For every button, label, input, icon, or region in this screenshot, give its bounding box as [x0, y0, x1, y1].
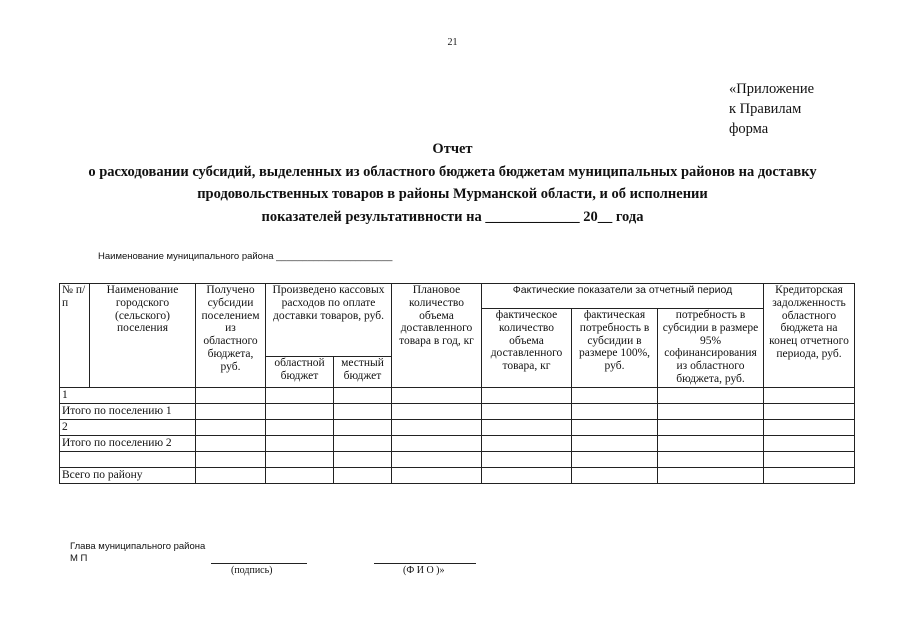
table-cell — [266, 468, 334, 484]
table-cell — [392, 452, 482, 468]
table-row — [60, 404, 855, 420]
row-label: Итого по поселению 2 — [60, 436, 196, 452]
table-cell — [572, 468, 658, 484]
header-settlement: Наименование городского (сельского) поселения — [90, 284, 196, 388]
page-number: 21 — [447, 37, 458, 48]
appendix-line-1: «Приложение — [729, 81, 815, 97]
table-cell — [266, 420, 334, 436]
table-cell — [572, 452, 658, 468]
header-spent-regional: областной бюджет — [266, 357, 334, 388]
table-cell — [334, 388, 392, 404]
title-line-3: продовольственных товаров в районы Мурманской области, и об исполнении — [197, 186, 708, 202]
header-received: Получено субсидии поселением из областного бюджета, руб. — [196, 284, 266, 388]
table-cell — [572, 420, 658, 436]
table-cell — [482, 452, 572, 468]
table-cell — [334, 404, 392, 420]
table-cell — [392, 420, 482, 436]
report-table — [59, 283, 855, 484]
table-row — [60, 388, 855, 404]
header-spent: Произведено кассовых расходов по оплате доставки товаров, руб. — [266, 284, 392, 357]
table-cell — [196, 388, 266, 404]
row-label: 1 — [60, 388, 196, 404]
row-label: Всего по району — [60, 468, 196, 484]
table-cell — [196, 420, 266, 436]
table-cell — [196, 468, 266, 484]
table-cell — [572, 404, 658, 420]
table-cell — [266, 404, 334, 420]
table-cell — [764, 404, 855, 420]
seal-label: М П — [70, 553, 88, 564]
table-cell — [392, 436, 482, 452]
district-head-label: Глава муниципального района — [70, 541, 206, 552]
table-cell — [482, 436, 572, 452]
title-line-4: показателей результативности на _____________ 20__ года — [261, 208, 644, 225]
table-cell — [658, 468, 764, 484]
table-cell — [266, 452, 334, 468]
header-actual-quantity: фактическое количество объема доставленного товара, кг — [482, 309, 572, 388]
table-cell — [764, 388, 855, 404]
table-cell — [658, 452, 764, 468]
report-title — [0, 138, 905, 228]
title-line-2: о расходовании субсидий, выделенных из областного бюджета бюджетам муниципальных районов на доставку — [88, 163, 817, 180]
table-cell — [196, 404, 266, 420]
table-cell — [658, 436, 764, 452]
table-cell — [196, 436, 266, 452]
header-actual-group: Фактические показатели за отчетный период — [482, 284, 764, 309]
header-planned: Плановое количество объема доставленного товара в год, кг — [392, 284, 482, 388]
fio-caption: (Ф И О )» — [403, 565, 445, 576]
header-need-95: потребность в субсидии в размере 95% софинансирования из областного бюджета, руб. — [658, 309, 764, 388]
table-row — [60, 420, 855, 436]
table-cell — [334, 420, 392, 436]
table-cell — [334, 452, 392, 468]
table-cell — [334, 436, 392, 452]
fio-line — [374, 563, 476, 564]
table-cell — [764, 420, 855, 436]
table-cell — [658, 420, 764, 436]
table-cell — [764, 436, 855, 452]
table-cell — [482, 468, 572, 484]
table-cell — [266, 388, 334, 404]
table-cell — [482, 388, 572, 404]
table-cell — [482, 420, 572, 436]
appendix-note — [729, 79, 814, 139]
district-name-label: Наименование муниципального района ______________________ — [98, 251, 393, 262]
signature-caption: (подпись) — [231, 565, 273, 576]
appendix-line-3: форма — [729, 121, 769, 137]
row-label: 2 — [60, 420, 196, 436]
table-cell — [658, 404, 764, 420]
table-cell — [658, 388, 764, 404]
header-number: № п/п — [60, 284, 90, 388]
header-actual-need: фактическая потребность в субсидии в размере 100%, руб. — [572, 309, 658, 388]
table-cell — [392, 468, 482, 484]
row-label: Итого по поселению 1 — [60, 404, 196, 420]
table-cell — [392, 388, 482, 404]
table-cell — [392, 404, 482, 420]
table-cell — [572, 388, 658, 404]
row-label — [60, 452, 196, 468]
table-cell — [764, 468, 855, 484]
title-line-1: Отчет — [432, 141, 473, 157]
table-cell — [482, 404, 572, 420]
table-row — [60, 468, 855, 484]
table-cell — [266, 436, 334, 452]
table-cell — [764, 452, 855, 468]
signature-line — [211, 563, 307, 564]
table-cell — [196, 452, 266, 468]
table-row — [60, 452, 855, 468]
header-spent-local: местный бюджет — [334, 357, 392, 388]
header-debt: Кредиторская задолженность областного бюджета на конец отчетного периода, руб. — [764, 284, 855, 388]
appendix-line-2: к Правилам — [729, 101, 802, 117]
table-cell — [572, 436, 658, 452]
table-cell — [334, 468, 392, 484]
table-row — [60, 436, 855, 452]
